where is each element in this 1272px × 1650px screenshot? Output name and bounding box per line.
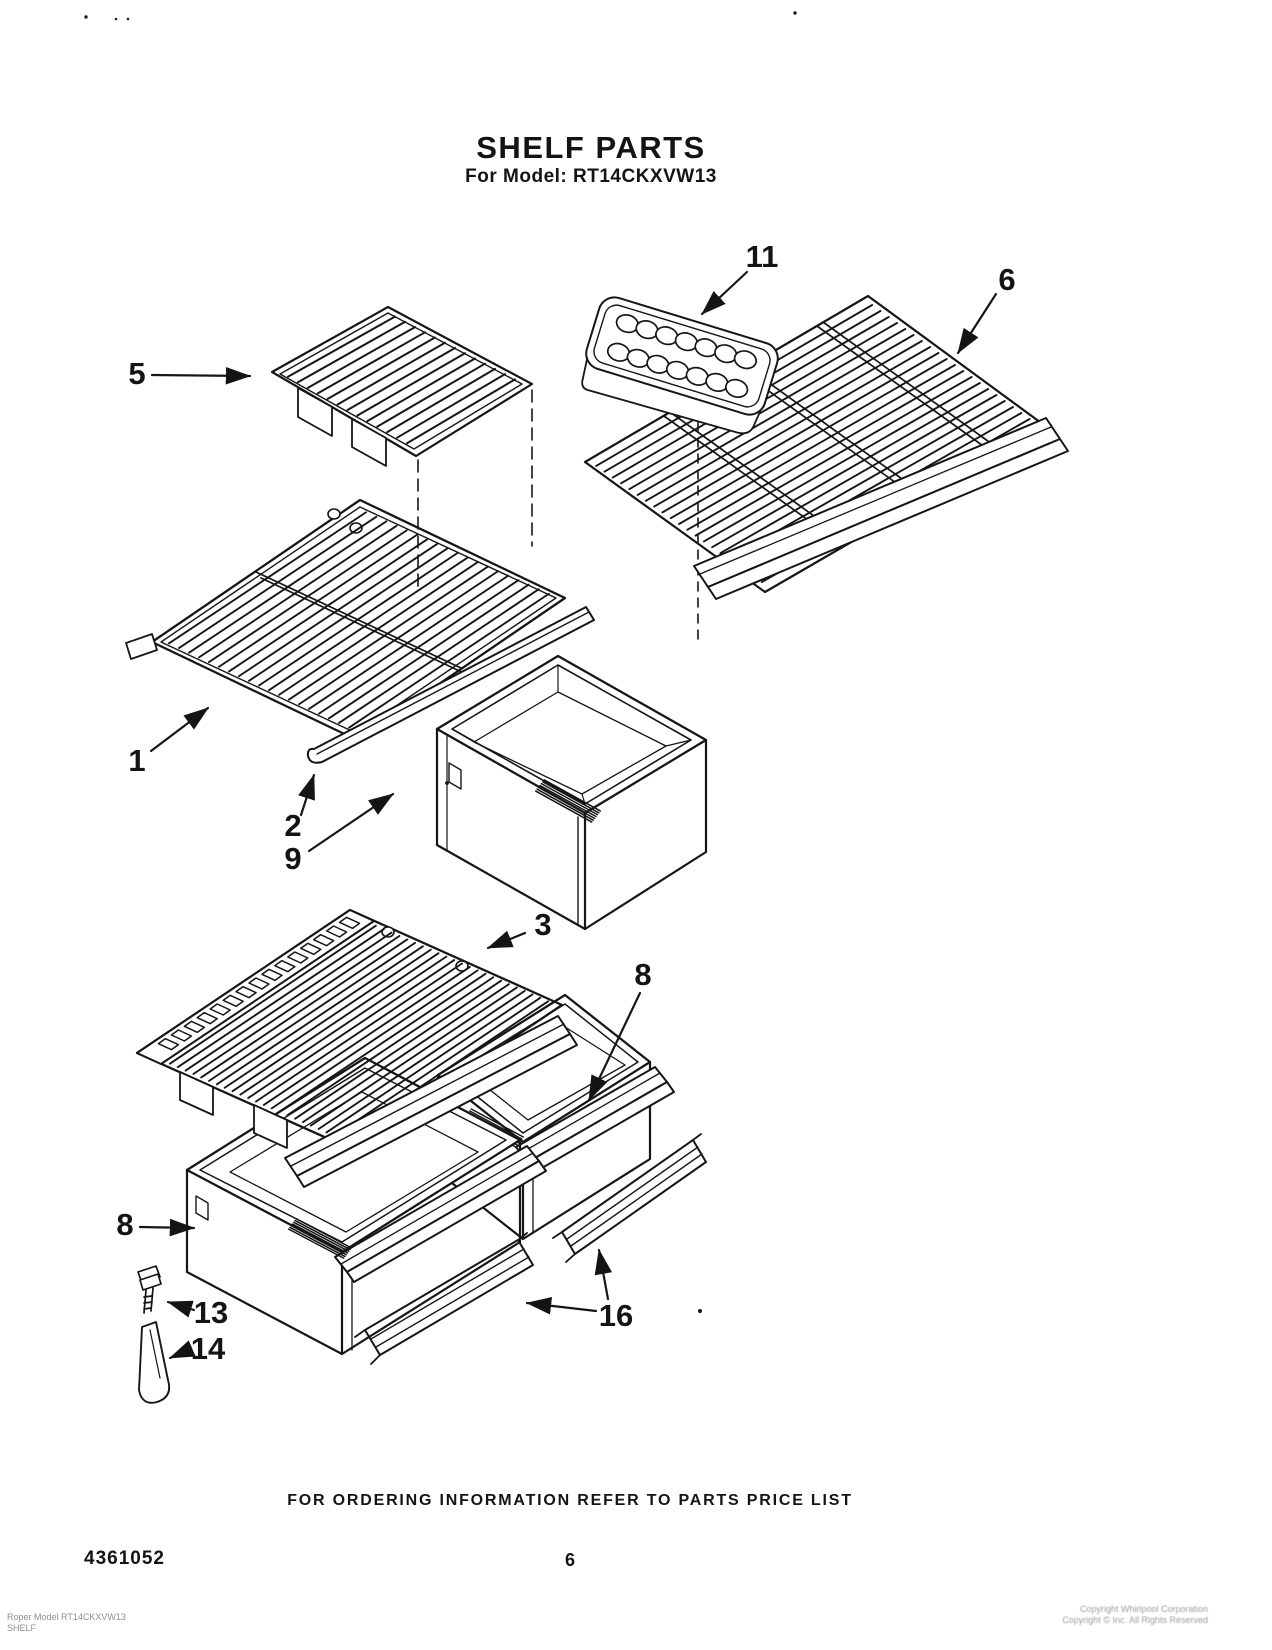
callout-14-arrow bbox=[170, 1349, 191, 1358]
callout-9-arrow bbox=[309, 794, 393, 851]
callout-8-right-label: 8 bbox=[634, 957, 652, 993]
callout-5-arrow bbox=[152, 375, 250, 376]
document-number: 4361052 bbox=[84, 1548, 165, 1569]
part-9-crisper-pan bbox=[437, 656, 706, 929]
callout-8-left-label: 8 bbox=[116, 1207, 134, 1243]
callout-3-label: 3 bbox=[534, 907, 552, 943]
callout-1-label: 1 bbox=[128, 743, 146, 779]
part-6-front-rail bbox=[694, 418, 1068, 599]
callout-2-label: 2 bbox=[284, 808, 302, 844]
copyright-line-2: Copyright © Inc. All Rights Reserved bbox=[1062, 1615, 1208, 1625]
corner-left-section: SHELF bbox=[7, 1623, 37, 1633]
part-13-screw bbox=[138, 1266, 161, 1313]
part-14-support-stud bbox=[139, 1322, 169, 1403]
callout-2-arrow bbox=[301, 775, 314, 815]
callout-9-label: 9 bbox=[284, 841, 302, 877]
callout-8-left-arrow bbox=[140, 1227, 194, 1228]
callout-11-arrow bbox=[702, 272, 747, 314]
corner-stamp-left bbox=[7, 1612, 126, 1634]
corner-stamp-right bbox=[1062, 1604, 1208, 1626]
callout-13-arrow bbox=[168, 1302, 194, 1310]
corner-left-model: Roper Model RT14CKXVW13 bbox=[7, 1612, 126, 1622]
model-line: For Model: RT14CKXVW13 bbox=[465, 166, 717, 187]
part-1-center-rail bbox=[256, 572, 466, 674]
page-number: 6 bbox=[565, 1550, 576, 1570]
callout-13-label: 13 bbox=[193, 1295, 229, 1331]
callout-6-label: 6 bbox=[998, 262, 1016, 298]
callout-6-arrow bbox=[958, 294, 996, 353]
page-title: SHELF PARTS bbox=[476, 130, 706, 165]
ordering-note: FOR ORDERING INFORMATION REFER TO PARTS PRICE LIST bbox=[287, 1492, 853, 1509]
callout-16-label: 16 bbox=[598, 1298, 634, 1334]
part-16-trim-right bbox=[553, 1134, 706, 1262]
callout-3-arrow bbox=[488, 933, 525, 948]
callout-16-arrow-left bbox=[527, 1303, 596, 1311]
callout-16-arrow-up bbox=[599, 1250, 608, 1299]
copyright-line-1: Copyright Whirlpool Corporation bbox=[1079, 1604, 1208, 1614]
callout-11-label: 11 bbox=[745, 239, 779, 275]
callout-1-arrow bbox=[151, 708, 208, 751]
callout-14-label: 14 bbox=[190, 1331, 226, 1367]
callout-5-label: 5 bbox=[128, 356, 146, 392]
